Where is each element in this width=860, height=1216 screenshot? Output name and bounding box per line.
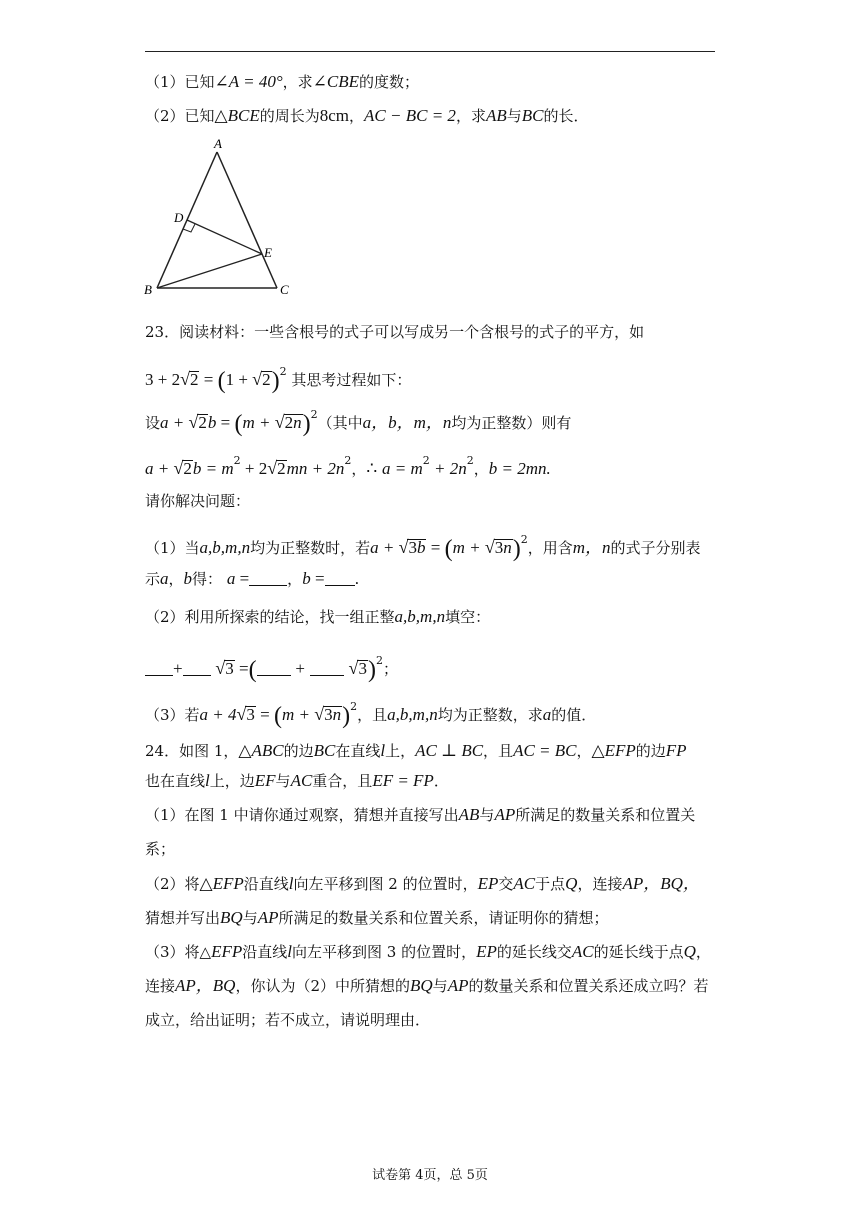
radical-sign: √ — [348, 658, 359, 678]
paren: ( — [217, 368, 226, 394]
text: ， — [695, 943, 711, 961]
q24-part1-cont — [145, 839, 715, 859]
q24-part3 — [145, 942, 715, 962]
math: a,b,m,n — [199, 538, 251, 557]
math: ∠CBE — [312, 72, 360, 91]
math: 3 — [225, 659, 234, 678]
radical-sign: √ — [188, 412, 199, 432]
segment-de — [187, 220, 262, 254]
text: 的式子分别表 — [610, 539, 701, 557]
paren: ( — [444, 536, 453, 562]
paren: ) — [302, 411, 311, 437]
q24-part3-cont — [145, 976, 715, 996]
math: b — [302, 569, 311, 588]
q24-line1 — [145, 741, 715, 761]
text: 设 — [145, 414, 161, 432]
exponent: 2 — [344, 454, 352, 467]
text: 的长． — [543, 107, 589, 125]
text: ， — [351, 460, 367, 478]
radical-sign: √ — [314, 704, 325, 724]
math: m + — [452, 538, 485, 557]
radical-sign: √ — [267, 458, 278, 478]
label-b: B — [144, 282, 152, 297]
text: 示 — [145, 570, 161, 588]
exponent: 2 — [520, 533, 528, 546]
q23-setup — [145, 405, 715, 437]
text: ，求 — [282, 73, 313, 91]
label-c: C — [280, 282, 289, 297]
math: a + — [370, 538, 399, 557]
answer-blank-4[interactable] — [310, 661, 344, 676]
math: AC − BC = 2 — [364, 106, 456, 125]
header-rule — [145, 51, 715, 52]
text: 的数量关系和位置关系还成立吗？若 — [468, 977, 709, 995]
side-ac — [217, 152, 277, 288]
math: △BCE — [214, 106, 260, 125]
math: AC = BC — [513, 741, 577, 760]
text: （3）将△ — [145, 943, 212, 961]
paren: ( — [274, 703, 283, 729]
text: 向左平移到图 3 的位置时， — [292, 943, 477, 961]
q23-prompt — [145, 491, 715, 511]
math: AB — [485, 106, 507, 125]
text: 填空： — [445, 608, 491, 626]
math: △EFP — [199, 874, 244, 893]
q24-part2 — [145, 874, 715, 894]
math: a，b，m，n — [362, 413, 452, 432]
math: m + — [242, 413, 275, 432]
math: + 2 — [240, 459, 268, 478]
math: 2 — [189, 370, 199, 389]
paren: ( — [248, 657, 257, 683]
text: 的周长为 — [259, 107, 320, 125]
q23-sub1-line2 — [145, 569, 715, 589]
radical-sign: √ — [252, 369, 263, 389]
math: a,b,m,n — [387, 705, 438, 724]
math: a = m — [381, 459, 423, 478]
math: 3 + 2 — [145, 370, 181, 389]
math: EFP — [211, 942, 243, 961]
math: 2 — [284, 413, 294, 432]
paren: ) — [512, 536, 521, 562]
math: a — [160, 569, 169, 588]
page-footer: 试卷第 4页，总 5页 — [372, 1168, 488, 1183]
text: ， — [576, 742, 592, 760]
text: 沿直线 — [243, 875, 289, 893]
math: + — [295, 659, 305, 678]
q24-line2 — [145, 771, 715, 791]
segment-be — [157, 254, 262, 288]
math: EP — [477, 874, 499, 893]
math: AP，BQ， — [622, 874, 700, 893]
text: 均为正整数，求 — [437, 706, 543, 724]
text: 在直线 — [335, 742, 381, 760]
exponent: 2 — [466, 454, 474, 467]
text: 均为正整数）则有 — [451, 414, 572, 432]
text: ， — [473, 460, 489, 478]
math: b — [416, 538, 426, 557]
radical-sign: √ — [173, 458, 184, 478]
text: ，求 — [455, 107, 486, 125]
answer-blank-2[interactable] — [183, 661, 211, 676]
text: （2）将 — [145, 875, 200, 893]
math: AP — [257, 908, 279, 927]
math: AC ⊥ BC — [415, 741, 484, 760]
text: . — [354, 570, 360, 588]
exponent: 2 — [375, 654, 383, 667]
math: 2 — [262, 370, 271, 389]
math: EF = FP — [372, 771, 434, 790]
math: a + — [160, 413, 189, 432]
math: AB — [458, 805, 480, 824]
text: （3）若 — [145, 706, 200, 724]
math: a,b,m,n — [394, 607, 446, 626]
answer-blank-1[interactable] — [145, 661, 173, 676]
exponent: 2 — [422, 454, 430, 467]
text: 与 — [275, 772, 291, 790]
text: 的值． — [551, 706, 597, 724]
text: 于点 — [535, 875, 566, 893]
exponent: 2 — [279, 365, 287, 378]
text: 的边 — [635, 742, 666, 760]
math: l — [205, 771, 210, 790]
math: 3 — [246, 705, 255, 724]
math: Q — [565, 874, 578, 893]
exponent: 2 — [310, 408, 318, 421]
q22-part1 — [145, 72, 715, 92]
text: 得： — [192, 570, 223, 588]
math: + — [173, 659, 183, 678]
text: ，且 — [357, 706, 388, 724]
math: b — [207, 413, 217, 432]
math: l — [288, 874, 294, 893]
text: 与 — [432, 977, 448, 995]
paren: ) — [271, 368, 280, 394]
text: 猜想并写出 — [145, 909, 221, 927]
text: 成立，给出证明；若不成立，请说明理由． — [145, 1011, 431, 1029]
text: 连接 — [145, 977, 176, 995]
text: 交 — [498, 875, 514, 893]
math: AC — [290, 771, 313, 790]
q23-sub2-fill — [145, 651, 715, 683]
text: （1）当 — [145, 539, 200, 557]
q23-intro — [145, 322, 715, 342]
text: 的边 — [283, 742, 314, 760]
paren: ( — [234, 411, 243, 437]
math: △ABC — [238, 741, 284, 760]
math: 2 — [277, 459, 286, 478]
q23-sub2 — [145, 607, 715, 627]
math: a — [226, 569, 236, 588]
text: 沿直线 — [242, 943, 288, 961]
exponent: 2 — [350, 700, 358, 713]
math: AC — [513, 874, 536, 893]
text: ，且 — [483, 742, 514, 760]
math: 1 + — [225, 370, 253, 389]
math: b = 2mn. — [488, 459, 551, 478]
math: = — [216, 413, 235, 432]
label-a: A — [214, 136, 222, 151]
text: 24．如图 1， — [145, 742, 239, 760]
radical-sign: √ — [484, 537, 495, 557]
text: （2）利用所探索的结论，找一组正整 — [145, 608, 395, 626]
text: ； — [382, 660, 398, 678]
math: FP — [665, 741, 687, 760]
math: l — [287, 942, 292, 961]
math: m，n — [572, 538, 611, 557]
math: AC — [571, 942, 594, 961]
math: AP — [447, 976, 469, 995]
text: ． — [433, 772, 449, 790]
radical-sign: √ — [180, 369, 190, 389]
text: ， — [287, 570, 303, 588]
math: 8cm — [319, 106, 350, 125]
text: 与 — [479, 806, 495, 824]
math: EP — [476, 942, 497, 961]
exponent: 2 — [233, 454, 241, 467]
math: = — [234, 659, 249, 678]
math: mn + 2n — [286, 459, 345, 478]
math: 3 — [324, 705, 333, 724]
text: 上，边 — [209, 772, 255, 790]
math: AP，BQ — [175, 976, 236, 995]
answer-blank-a[interactable] — [249, 571, 287, 586]
math: a — [542, 705, 552, 724]
math: 3 — [494, 538, 504, 557]
math: = — [310, 569, 325, 588]
math: BC — [521, 106, 544, 125]
radical-sign: √ — [236, 704, 247, 724]
text: （1）在图 1 中请你通过观察，猜想并直接写出 — [145, 806, 459, 824]
text: 均为正整数时，若 — [250, 539, 371, 557]
math: b — [183, 569, 193, 588]
math: △EFP — [591, 741, 636, 760]
math: m + — [282, 705, 315, 724]
text: 上， — [385, 742, 416, 760]
math: BQ — [410, 976, 433, 995]
text: 的延长线交 — [496, 943, 572, 961]
q24-part2-cont — [145, 908, 715, 928]
text: （2）已知 — [145, 107, 215, 125]
text: 请你解决问题： — [145, 492, 251, 510]
radical-sign: √ — [274, 412, 285, 432]
math: l — [380, 741, 386, 760]
paren: ) — [367, 657, 376, 683]
q24-part3-end — [145, 1010, 715, 1030]
math: ∠A = 40° — [214, 72, 283, 91]
math: 3 — [408, 538, 417, 557]
text: 其思考过程如下： — [291, 371, 412, 389]
radical-sign: √ — [215, 658, 226, 678]
text: 与 — [242, 909, 258, 927]
therefore-symbol: ∴ — [366, 459, 378, 478]
text: 重合，且 — [312, 772, 373, 790]
math: + 2n — [429, 459, 467, 478]
text: 系； — [145, 840, 176, 858]
answer-blank-3[interactable] — [257, 661, 291, 676]
q23-sub3: （3）若$a + 4√3 = (m + √3n)^2$，且a,b,m,n均为正整数，求a的值． — [145, 700, 597, 729]
math: 2 — [198, 413, 207, 432]
math: 2 — [183, 459, 192, 478]
text: 的延长线于点 — [593, 943, 684, 961]
math: Q — [683, 942, 696, 961]
math: AP — [494, 805, 516, 824]
math: a + 4 — [199, 705, 237, 724]
text: ， — [349, 107, 365, 125]
answer-blank-b[interactable] — [325, 571, 355, 586]
q22-part2 — [145, 106, 715, 126]
text: 也在直线 — [145, 772, 206, 790]
label-d: D — [174, 210, 184, 225]
math: n — [332, 705, 342, 724]
text: 的度数； — [359, 73, 420, 91]
math: BQ — [220, 908, 243, 927]
math: = — [235, 569, 250, 588]
text: 与 — [506, 107, 522, 125]
q23-example — [145, 362, 715, 394]
math: = — [199, 370, 218, 389]
math: a + — [145, 459, 174, 478]
paren: ) — [342, 703, 351, 729]
q23-expansion — [145, 451, 715, 479]
text: 所满足的数量关系和位置关 — [515, 806, 696, 824]
math: b = m — [192, 459, 234, 478]
q23-sub1-line1: （1）当a,b,m,n均为正整数时，若$a + √3b = (m + √3n)^2$，用含m，n的式子分别表 — [145, 533, 701, 562]
text: 23．阅读材料：一些含根号的式子可以写成另一个含根号的式子的平方，如 — [145, 323, 645, 341]
math: n — [293, 413, 302, 432]
math: n — [503, 538, 512, 557]
text: ，用含 — [527, 539, 573, 557]
text: （1）已知 — [145, 73, 215, 91]
q24-part1 — [145, 805, 715, 825]
text: 所满足的数量关系和位置关系，请证明你的猜想； — [278, 909, 609, 927]
triangle-figure — [140, 136, 300, 302]
text: ，连接 — [577, 875, 623, 893]
label-e: E — [264, 245, 272, 260]
math: BC — [313, 741, 336, 760]
math: EF — [254, 771, 276, 790]
radical-sign: √ — [398, 537, 409, 557]
math: 3 — [358, 659, 367, 678]
text: ， — [168, 570, 184, 588]
text: 向左平移到图 2 的位置时， — [293, 875, 478, 893]
text: ，你认为（2）中所猜想的 — [235, 977, 410, 995]
text: （其中 — [317, 414, 363, 432]
